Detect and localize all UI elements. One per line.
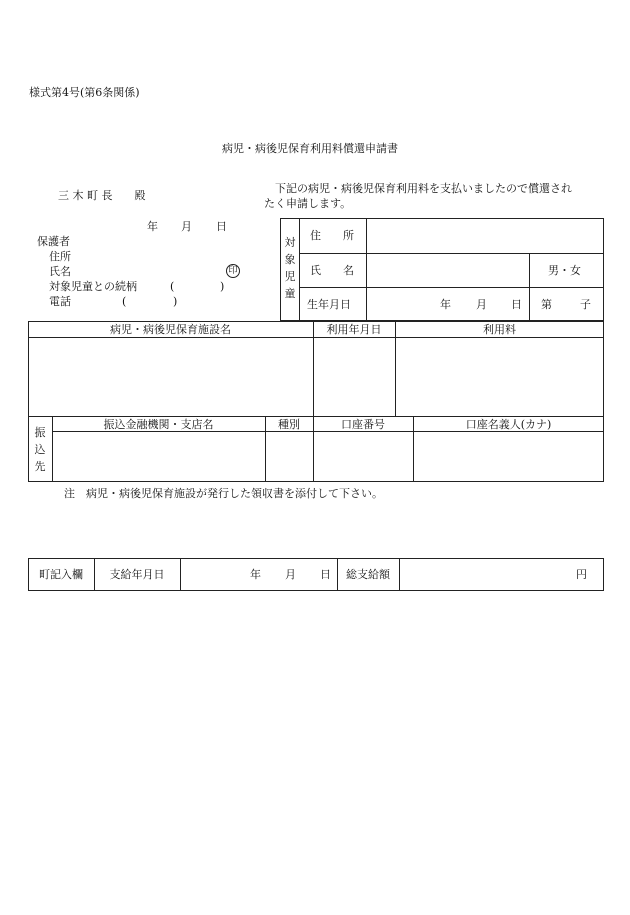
guardian-address-label: 住所 — [49, 250, 71, 263]
child-birth-label: 生年月日 — [307, 298, 351, 311]
relation-paren-close: ) — [220, 280, 225, 293]
note-text: 注 病児・病後児保育施設が発行した領収書を添付して下さい。 — [64, 487, 383, 500]
addressee: 三 木 町 長 殿 — [58, 189, 146, 202]
pay-month: 月 — [285, 568, 296, 581]
seal-mark: 印 — [226, 264, 240, 278]
phone-paren-close: ) — [173, 295, 178, 308]
total-amount-label: 総支給額 — [346, 568, 390, 581]
child-name-label: 氏 名 — [310, 264, 354, 277]
date-month: 月 — [181, 220, 192, 233]
yen-unit: 円 — [576, 568, 587, 581]
usage-date-header: 利用年月日 — [326, 323, 382, 336]
bank-branch-header: 振込金融機関・支店名 — [103, 418, 214, 431]
account-type-header: 種別 — [278, 418, 300, 431]
relation-paren-open: ( — [170, 280, 175, 293]
transfer-side-label: 振込先 — [34, 426, 46, 473]
guardian-relation-label: 対象児童との続柄 — [49, 280, 137, 293]
office-use-label: 町記入欄 — [39, 568, 83, 581]
child-gender: 男・女 — [548, 264, 581, 277]
pay-year: 年 — [250, 568, 261, 581]
pay-day: 日 — [320, 568, 331, 581]
phone-paren-open: ( — [122, 295, 127, 308]
request-text-line1: 下記の病児・病後児保育利用料を支払いましたので償還され — [275, 182, 572, 195]
target-child-side-label: 対象児童 — [284, 236, 296, 300]
date-year: 年 — [147, 220, 158, 233]
facility-name-header: 病児・病後児保育施設名 — [110, 323, 231, 336]
guardian-heading: 保護者 — [37, 235, 70, 248]
pay-date-label: 支給年月日 — [109, 568, 165, 581]
form-number: 様式第4号(第6条関係) — [29, 86, 140, 99]
account-number-header: 口座番号 — [341, 418, 385, 431]
date-day: 日 — [216, 220, 227, 233]
usage-fee-header: 利用料 — [483, 323, 516, 336]
form-title: 病児・病後児保育利用料償還申請書 — [222, 142, 398, 155]
child-birth-year: 年 — [440, 298, 451, 311]
guardian-name-label: 氏名 — [49, 265, 71, 278]
guardian-phone-label: 電話 — [49, 295, 71, 308]
child-birth-day: 日 — [511, 298, 522, 311]
child-order-prefix: 第 — [541, 298, 552, 311]
child-birth-month: 月 — [476, 298, 487, 311]
child-address-label: 住 所 — [310, 229, 354, 242]
request-text-line2: たく申請します。 — [264, 197, 352, 210]
account-holder-header: 口座名義人(カナ) — [465, 418, 552, 431]
child-order-suffix: 子 — [580, 298, 591, 311]
